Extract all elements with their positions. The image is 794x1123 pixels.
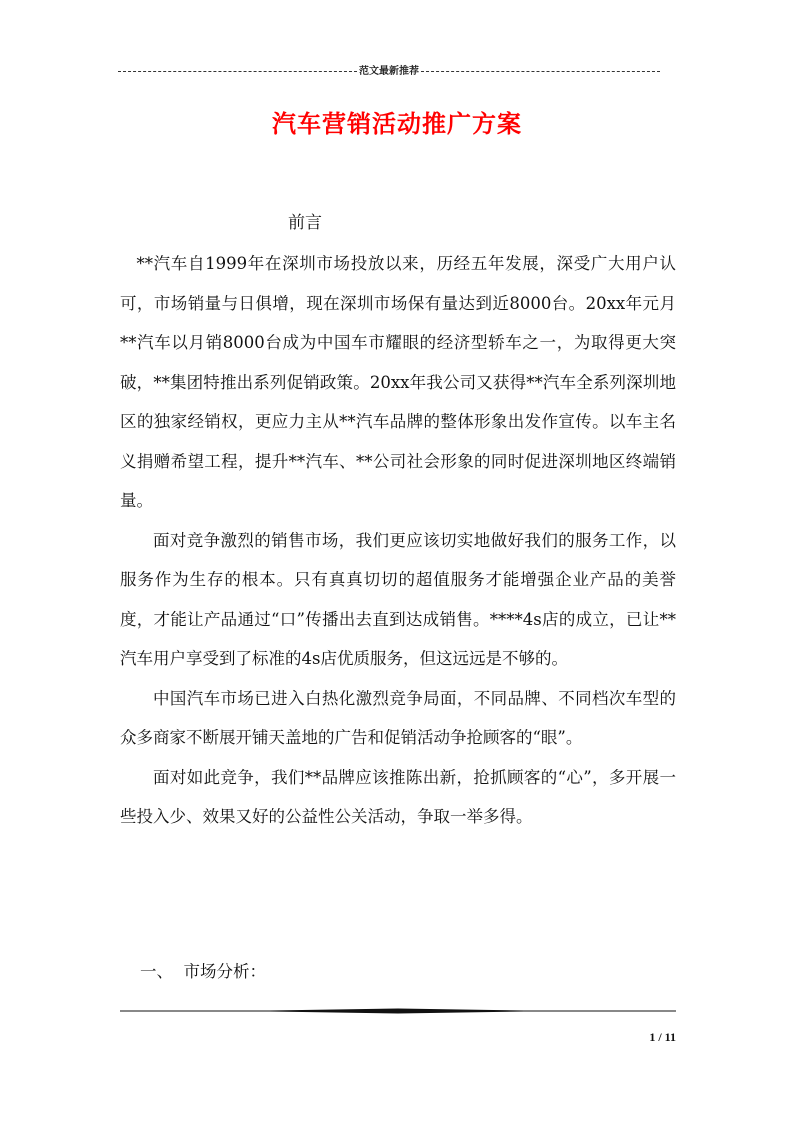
header-dashed-rule-left: [118, 71, 357, 72]
page-header: [118, 61, 660, 77]
section-heading: 一、 市场分析：: [140, 962, 266, 981]
body-text: [120, 244, 676, 837]
header-dashed-rule-right: [421, 71, 660, 72]
footer-rule-ornament: [240, 1009, 556, 1014]
paragraph: 面对竞争激烈的销售市场，我们更应该切实地做好我们的服务工作，以服务作为生存的根本。只有真真切切的超值服务才能增强企业产品的美誉度，才能让产品通过“口”传播出去直到达成销售。****4s店的成立，已让**汽车用户享受到了标准的4s店优质服务，但这远远是不够的。: [120, 530, 676, 668]
page-number: 1 / 11: [649, 1030, 676, 1044]
paragraph: 面对如此竞争，我们**品牌应该推陈出新，抢抓顾客的“心”，多开展一些投入少、效果又好的公益性公关活动，争取一举多得。: [120, 767, 676, 826]
footer-rule-graphic: [120, 1008, 676, 1014]
footer-rule: [120, 1008, 676, 1014]
preface-heading: 前言: [288, 213, 322, 233]
paragraph: 中国汽车市场已进入白热化激烈竞争局面，不同品牌、不同档次车型的众多商家不断展开铺天盖地的广告和促销活动争抢顾客的“眼”。: [120, 688, 676, 747]
paragraph: **汽车自1999年在深圳市场投放以来，历经五年发展，深受广大用户认可，市场销量与日俱增，现在深圳市场保有量达到近8000台。20xx年元月**汽车以月销8000台成为中国车市耀眼的经济型轿车之一，为取得更大突破，**集团特推出系列促销政策。20xx年我公司又获得**汽车全系列深圳地区的独家经销权，更应力主从**汽车品牌的整体形象出发作宣传。以车主名义捐赠希望工程，提升**汽车、**公司社会形象的同时促进深圳地区终端销量。: [120, 254, 676, 510]
document-title: 汽车营销活动推广方案: [272, 110, 522, 138]
header-label: 范文最新推荐: [359, 65, 419, 77]
